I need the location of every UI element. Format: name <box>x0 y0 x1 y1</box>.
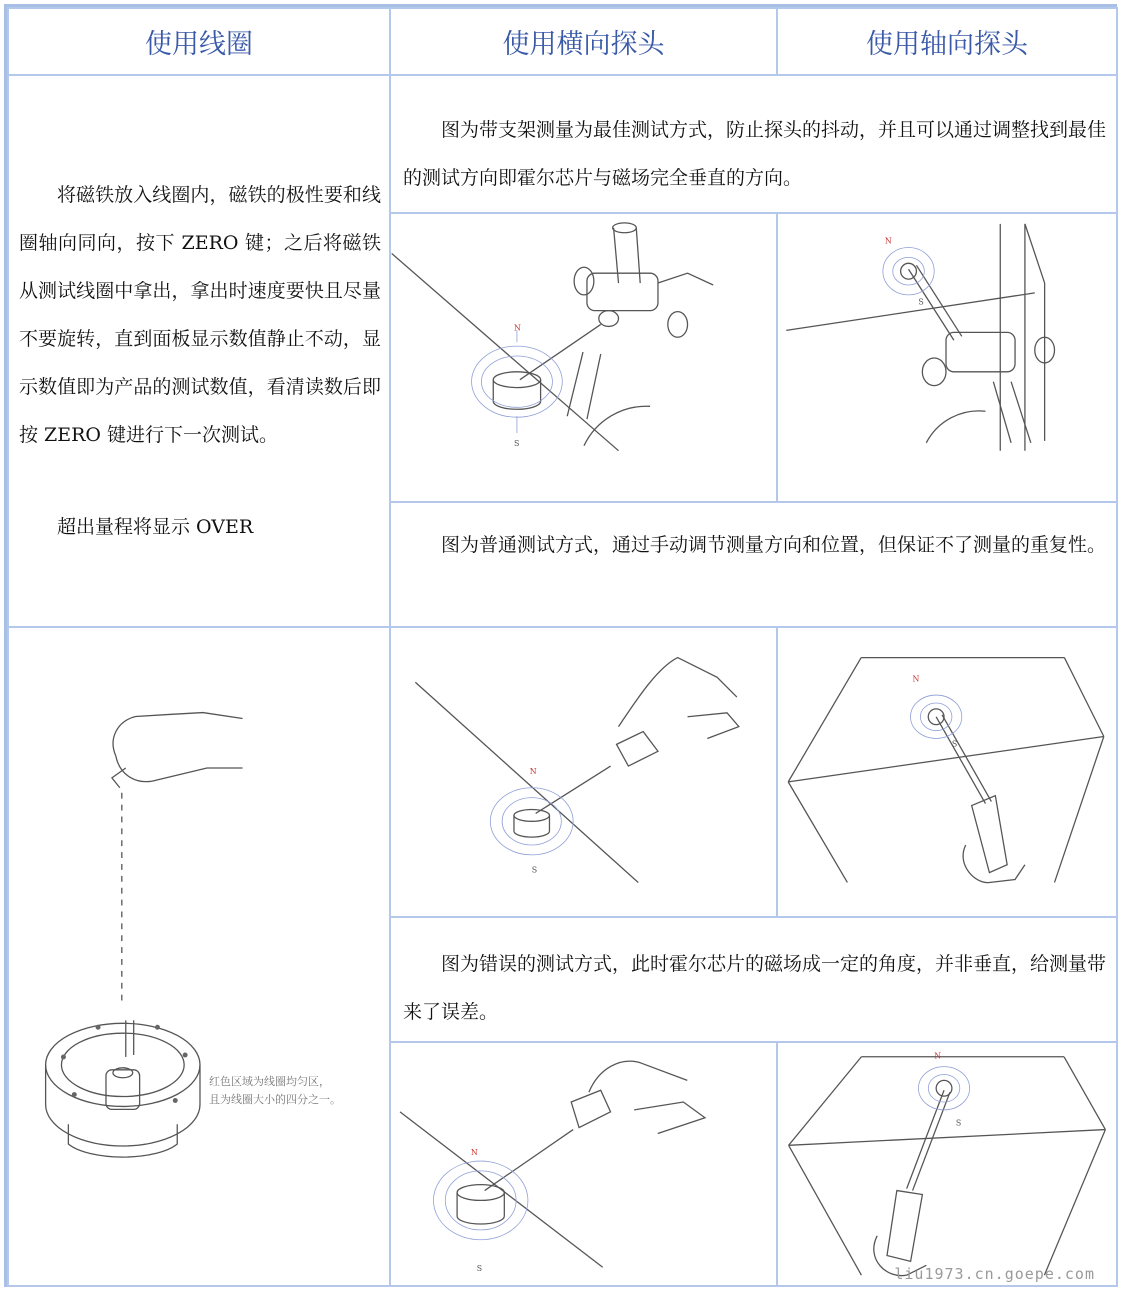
header-transverse-label: 使用横向探头 <box>502 29 665 60</box>
figure-axial-wrong <box>776 1041 1118 1287</box>
south-label-4: S <box>951 739 958 749</box>
header-coil <box>7 7 391 76</box>
coil-instructions-cell <box>7 74 391 628</box>
north-label-4: N <box>912 674 920 684</box>
header-axial-probe <box>776 7 1118 76</box>
caption-best-method-cell <box>389 74 1118 214</box>
figure-transverse-wrong <box>389 1041 778 1287</box>
north-label-6: N <box>934 1051 942 1061</box>
figure-transverse-stand <box>389 212 778 503</box>
coil-note-line2: 且为线圈大小的四分之一。 <box>209 1093 341 1106</box>
header-coil-label: 使用线圈 <box>145 29 253 60</box>
coil-note-line1: 红色区域为线圈均匀区， <box>209 1075 330 1088</box>
south-label-6: S <box>955 1118 962 1128</box>
caption-best-method: 图为带支架测量为最佳测试方式，防止探头的抖动，并且可以通过调整找到最佳的测试方向即霍尔芯片与磁场完全垂直的方向。 <box>403 119 1107 189</box>
figure-axial-handheld <box>776 626 1118 918</box>
caption-wrong-method-cell <box>389 916 1118 1043</box>
south-label-1: S <box>513 438 520 448</box>
caption-normal-method-cell <box>389 501 1118 628</box>
north-label-1: N <box>513 323 521 333</box>
north-label-2: N <box>884 236 892 246</box>
header-transverse-probe <box>389 7 778 76</box>
figure-coil <box>7 626 391 1287</box>
figure-axial-stand <box>776 212 1118 503</box>
caption-wrong-method: 图为错误的测试方式，此时霍尔芯片的磁场成一定的角度，并非垂直，给测量带来了误差。 <box>403 953 1107 1023</box>
coil-instructions-text: 将磁铁放入线圈内，磁铁的极性要和线圈轴向同向，按下 ZERO 键；之后将磁铁从测试线圈中拿出，拿出时速度要快且尽量不要旋转，直到面板显示数值静止不动，显示数值即为产品的测试数值，看清读数后即按 ZERO 键进行下一次测试。 <box>19 184 381 446</box>
south-label-5: S <box>476 1264 483 1274</box>
over-range-note: 超出量程将显示 OVER <box>57 516 254 538</box>
coil-figure-note <box>209 1073 341 1109</box>
south-label-2: S <box>918 297 924 307</box>
caption-normal-method: 图为普通测试方式，通过手动调节测量方向和位置，但保证不了测量的重复性。 <box>441 534 1107 556</box>
south-label-3: S <box>531 865 538 875</box>
figure-transverse-handheld <box>389 626 778 918</box>
header-axial-label: 使用轴向探头 <box>866 29 1028 60</box>
north-label-5: N <box>470 1148 478 1158</box>
watermark: liu1973.cn.goepe.com <box>894 1265 1095 1283</box>
north-label-3: N <box>529 766 537 776</box>
